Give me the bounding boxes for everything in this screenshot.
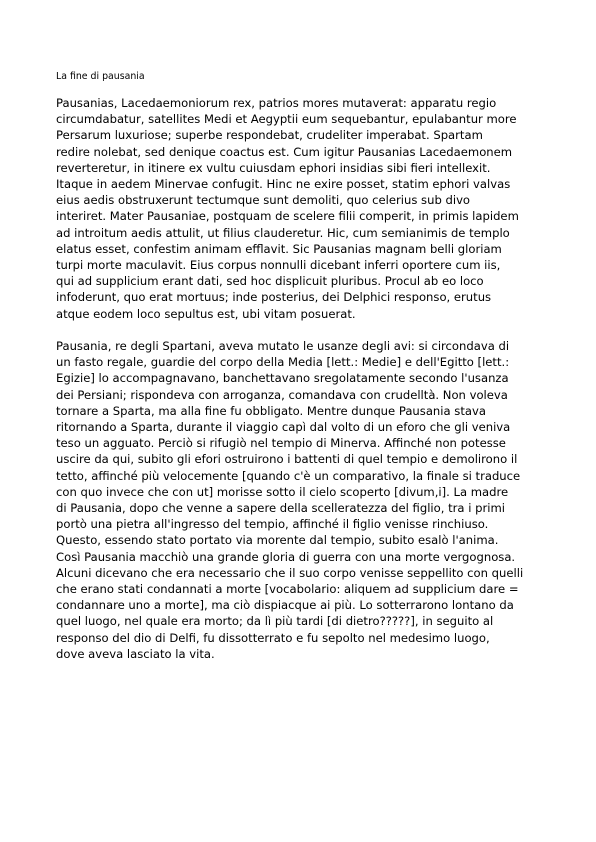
text-line: Pausania, re degli Spartani, aveva mutato le usanze degli avi: si circondava di [56,339,510,354]
text-line: che erano stati condannati a morte [vocabolario: aliquem ad supplicium dare = [56,582,519,597]
text-line: dove aveva lasciato la vita. [56,646,215,661]
text-line: redire nolebat, sed denique coactus est. Cum igitur Pausanias Lacedaemonem [56,144,513,159]
text-line: Questo, essendo stato portato via morente dal tempio, subito esalò l'anima. [56,533,499,548]
text-line: dei Persiani; rispondeva con arroganza, comandava con crudelltà. Non voleva [56,387,508,402]
text-line: atque eodem loco sepultus est, ubi vitam posuerat. [56,306,356,321]
text-line: tornare a Sparta, ma alla fine fu obbligato. Mentre dunque Pausania stava [56,403,486,418]
text-line: turpi morte maculavit. Eius corpus nonnulli dicebant inferri oportere cum iis, [56,258,501,273]
text-line: di Pausania, dopo che venne a sapere della scelleratezza del figlio, tra i primi [56,501,505,516]
text-line: Persarum luxuriose; superbe respondebat, crudeliter imperabat. Spartam [56,128,483,143]
text-line: circumdabatur, satellites Medi et Aegyptii eum sequebantur, epulabantur more [56,112,517,127]
text-line: eius aedis obstruxerunt tectumque sunt demoliti, quo celerius sub divo [56,193,471,208]
text-line: teso un agguato. Perciò si rifugiò nel tempio di Minerva. Affinché non potesse [56,436,506,451]
document-page [56,71,540,662]
text-line: qui ad supplicium erant dati, sed hoc displicuit pluribus. Procul ab eo loco [56,274,484,289]
text-line: quel luogo, nel quale era morto; da lì più tardi [di dietro?????], in seguito al [56,614,494,629]
text-line: infoderunt, quo erat mortuus; inde posterius, dei Delphici responso, erutus [56,290,492,305]
text-line: un fasto regale, guardie del corpo della Media [lett.: Medie] e dell'Egitto [lett.: [56,355,510,370]
text-line: Pausanias, Lacedaemoniorum rex, patrios mores mutaverat: apparatu regio [56,96,497,110]
document-title: La fine di pausania [56,71,145,82]
text-line: Così Pausania macchiò una grande gloria di guerra con una morte vergognosa. [56,549,516,564]
text-line: portò una pietra all'ingresso del tempio, affinché il figlio venisse rinchiuso. [56,517,489,532]
text-line: con quo invece che con ut] morisse sotto il cielo scoperto [divum,i]. La madre [56,484,509,499]
text-line: tetto, affinché più velocemente [quando c'è un comparativo, la finale si traduce [56,468,521,483]
text-line: responso del dio di Delfi, fu dissotterrato e fu sepolto nel medesimo luogo, [56,630,490,645]
text-line: ad introitum aedis attulit, ut filius clauderetur. Hic, cum semianimis de templo [56,225,510,240]
text-line: ritornando a Sparta, durante il viaggio capì dal volto di un eforo che gli veniva [56,420,511,435]
text-line: uscire da qui, subito gli efori ostruirono i battenti di quel tempio e demolirono il [56,452,518,467]
text-line: Itaque in aedem Minervae confugit. Hinc ne exire posset, statim ephori valvas [56,177,511,192]
text-line: elatus esset, confestim animam efflavit. Sic Pausanias magnam belli gloriam [56,241,502,256]
text-line: Egizie] lo accompagnavano, banchettavano sregolatamente secondo l'usanza [56,371,509,386]
text-line: reverteretur, in itinere ex vultu cuiusdam ephori insidias sibi fieri intellexit. [56,160,491,175]
paragraph-gap [56,322,540,338]
text-line: Alcuni dicevano che era necessario che il suo corpo venisse seppellito con quelli [56,565,524,580]
italian-paragraph [56,338,540,662]
text-line: condannare uno a morte], ma ciò dispiacque ai più. Lo sotterrarono lontano da [56,598,514,613]
latin-paragraph [56,95,540,322]
text-line: interiret. Mater Pausaniae, postquam de scelere filii comperit, in primis lapidem [56,209,519,224]
